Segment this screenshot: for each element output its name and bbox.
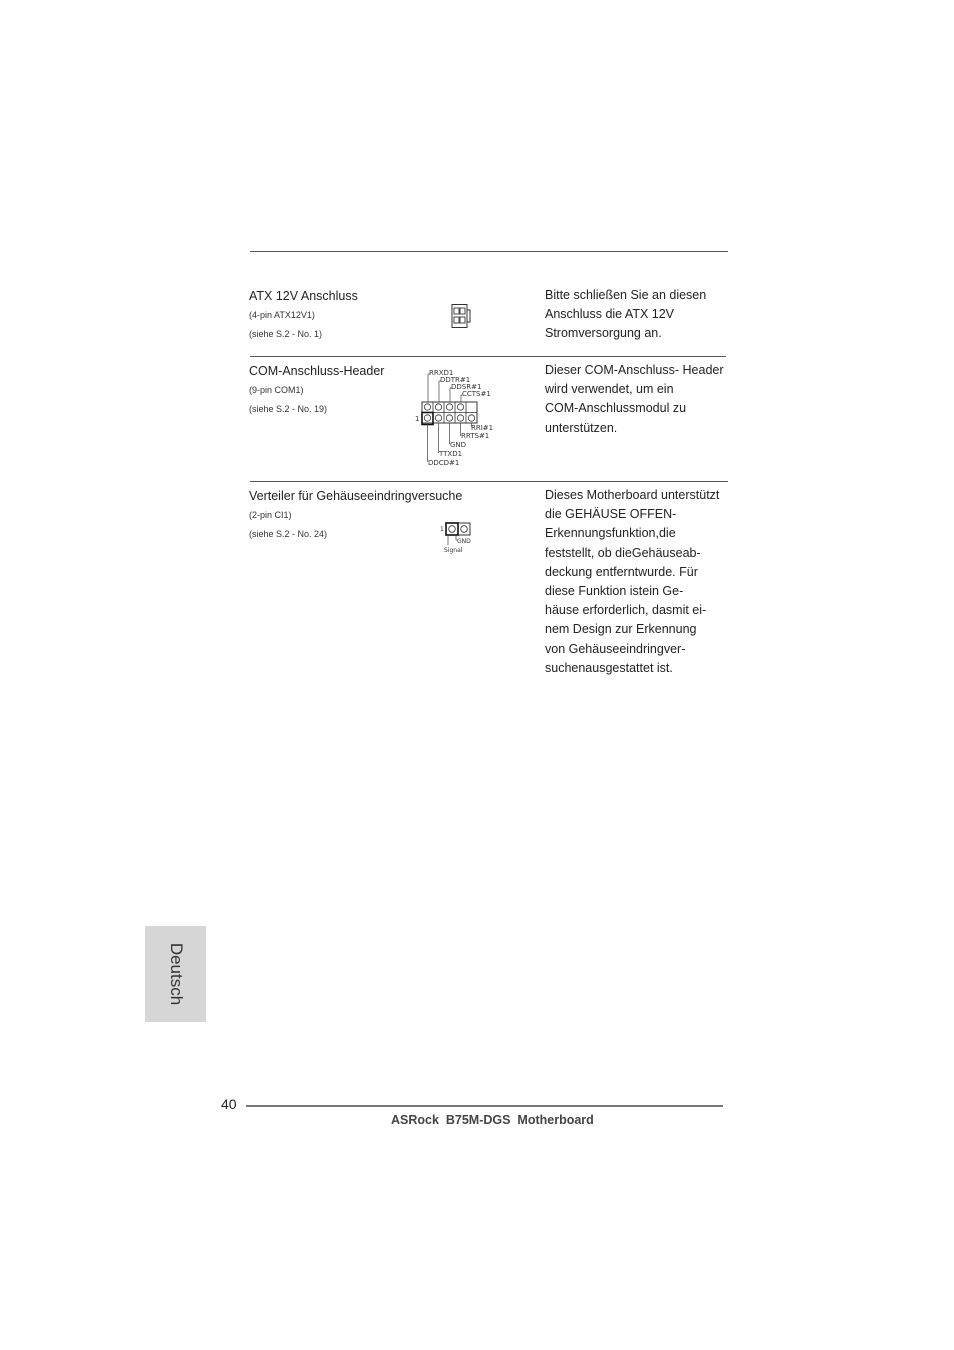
com-label-rri1: RRI#1 — [471, 424, 494, 432]
atx12v-description: Bitte schließen Sie an diesen Anschluss die ATX 12V Stromversorgung an. — [545, 288, 707, 341]
atx12v-pins: (4-pin ATX12V1) — [249, 310, 315, 320]
ci-pin-one: 1 — [440, 526, 444, 533]
com-label-rrxd1: RRXD1 — [429, 369, 454, 377]
com-label-gnd: GND — [450, 441, 467, 449]
ci-ref: (siehe S.2 - No. 24) — [249, 529, 328, 539]
com-ref: (siehe S.2 - No. 19) — [249, 404, 328, 414]
top-divider — [250, 251, 728, 252]
divider-1 — [250, 356, 726, 357]
ci-title: Verteiler für Gehäuseeindringversuche — [249, 489, 463, 503]
com-header-diagram — [414, 366, 504, 470]
com-label-ddsr1: DDSR#1 — [451, 383, 482, 391]
com-label-ccts1: CCTS#1 — [462, 390, 491, 398]
ci-header-diagram — [438, 520, 484, 556]
language-tab-label: Deutsch — [166, 942, 186, 1006]
com-pin-one: 1 — [415, 415, 420, 423]
atx12v-title: ATX 12V Anschluss — [249, 289, 358, 303]
atx12v-ref: (siehe S.2 - No. 1) — [249, 329, 323, 339]
footer-rule — [246, 1105, 723, 1107]
ci-description: Dieses Motherboard unterstützt die GEHÄUSE OFFEN- Erkennungsfunktion,die feststellt, ob dieGehäuseab- deckung entferntwurde. Für diese Funktion istein Ge- häuse erforderlich, dasmit ei- nem Design zur Erkennung von Gehäuseeindringver- suchenausgestattet ist. — [545, 488, 720, 675]
divider-2 — [250, 481, 728, 482]
atx12v-connector-diagram — [450, 303, 474, 329]
page-number: 40 — [221, 1096, 237, 1112]
ci-label-gnd: GND — [457, 538, 471, 545]
ci-label-signal: Signal — [444, 547, 463, 554]
com-description: Dieser COM-Anschluss- Header wird verwendet, um ein COM-Anschlussmodul zu unterstützen. — [545, 363, 724, 435]
com-label-ddcd1: DDCD#1 — [428, 459, 460, 467]
com-label-rrts1: RRTS#1 — [461, 432, 490, 440]
footer-title: ASRock B75M-DGS Motherboard — [391, 1113, 594, 1127]
language-tab — [145, 926, 206, 1022]
com-title: COM-Anschluss-Header — [249, 364, 385, 378]
com-pins: (9-pin COM1) — [249, 385, 304, 395]
com-label-ttxd1: TTXD1 — [439, 450, 463, 458]
com-label-ddtr1: DDTR#1 — [440, 376, 471, 384]
ci-pins: (2-pin CI1) — [249, 510, 292, 520]
